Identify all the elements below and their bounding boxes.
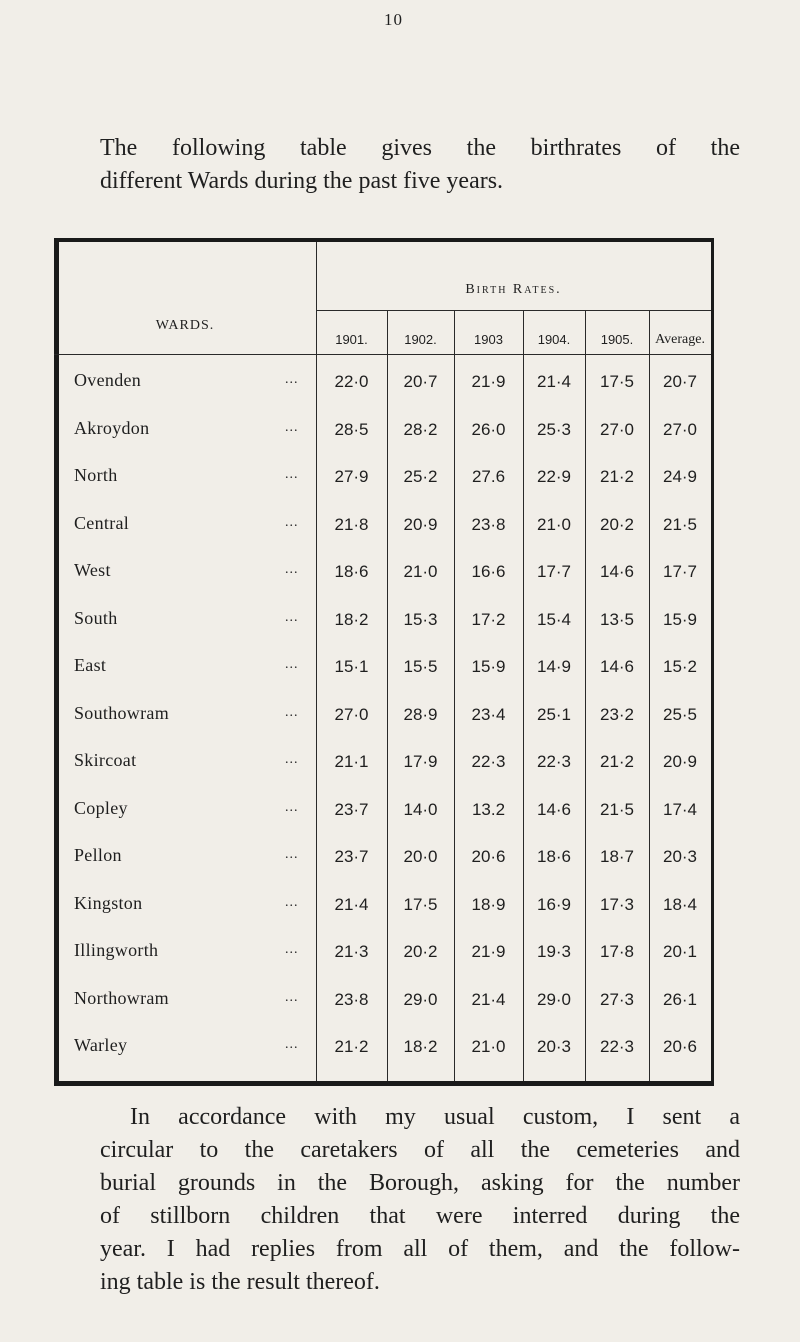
row-leader: ... bbox=[285, 799, 299, 815]
closing-line: circular to the caretakers of all the cemeteries and bbox=[100, 1137, 740, 1163]
row-leader: ... bbox=[285, 562, 299, 577]
ward-name: Central bbox=[74, 512, 130, 533]
rate-cell: 17·3 bbox=[599, 894, 635, 914]
rate-cell: 27·9 bbox=[334, 467, 369, 486]
rate-cell: 21·4 bbox=[471, 989, 506, 1009]
rate-cell: 21·0 bbox=[403, 562, 438, 581]
intro-paragraph bbox=[100, 132, 740, 198]
rate-cell: 15·9 bbox=[662, 609, 698, 629]
column-header: Average. bbox=[655, 332, 705, 347]
rate-cell: 17·7 bbox=[536, 562, 572, 581]
ward-name: Kingston bbox=[74, 892, 143, 913]
row-leader: ... bbox=[285, 609, 299, 625]
rate-cell: 17·8 bbox=[599, 942, 635, 961]
row-leader: ... bbox=[285, 467, 299, 482]
rate-cell: 21·8 bbox=[334, 514, 369, 534]
rate-cell: 14·9 bbox=[536, 657, 572, 676]
rate-cell: 15·5 bbox=[403, 657, 438, 676]
rate-cell: 20·7 bbox=[662, 372, 698, 391]
wards-header: WARDS. bbox=[155, 318, 215, 333]
rate-cell: 21·9 bbox=[471, 942, 506, 961]
closing-line: of stillborn children that were interred during the bbox=[100, 1203, 740, 1229]
table-border-bottom bbox=[54, 1081, 714, 1086]
rate-cell: 20·6 bbox=[662, 1037, 698, 1056]
header-bottom-rule bbox=[54, 354, 711, 355]
intro-line: The following table gives the birthrates of the bbox=[100, 135, 740, 161]
rate-cell: 17·5 bbox=[599, 372, 635, 391]
rate-cell: 18·2 bbox=[403, 1037, 438, 1056]
column-header: 1901. bbox=[335, 332, 368, 347]
rate-cell: 22·3 bbox=[536, 752, 572, 771]
rate-cell: 21·3 bbox=[334, 942, 369, 961]
closing-line: year. I had replies from all of them, and the follow- bbox=[100, 1236, 740, 1262]
rate-cell: 21·9 bbox=[471, 372, 506, 391]
rate-cell: 17·7 bbox=[662, 562, 698, 581]
rate-cell: 18·6 bbox=[536, 847, 572, 866]
rate-cell: 21·2 bbox=[334, 1037, 369, 1056]
rate-cell: 14·6 bbox=[599, 562, 635, 581]
rate-cell: 28·5 bbox=[334, 419, 369, 439]
column-header: 1905. bbox=[600, 332, 634, 347]
birth-rates-header: Birth Rates. bbox=[465, 282, 562, 297]
rate-cell: 16·6 bbox=[471, 562, 506, 581]
rate-cell: 27.6 bbox=[471, 467, 506, 486]
rate-cell: 23·7 bbox=[334, 799, 369, 819]
rate-cell: 20·1 bbox=[662, 942, 698, 961]
birth-rates-table bbox=[54, 238, 714, 1086]
rate-cell: 17·5 bbox=[403, 894, 438, 914]
rate-cell: 20·3 bbox=[536, 1037, 572, 1056]
rate-cell: 21·0 bbox=[536, 514, 572, 534]
rate-cell: 23·8 bbox=[334, 989, 369, 1009]
rate-cell: 14·6 bbox=[599, 657, 635, 676]
rate-cell: 21·2 bbox=[599, 752, 635, 771]
page-number: 10 bbox=[384, 10, 403, 29]
ward-name: Illingworth bbox=[74, 940, 159, 960]
rate-cell: 14·6 bbox=[536, 799, 572, 819]
row-leader: ... bbox=[285, 419, 299, 435]
column-header: 1903 bbox=[474, 332, 503, 347]
row-leader: ... bbox=[285, 894, 299, 910]
ward-name: East bbox=[74, 655, 107, 675]
rate-cell: 13.2 bbox=[471, 799, 506, 819]
intro-line: different Wards during the past five years. bbox=[100, 168, 504, 194]
header-divider bbox=[316, 310, 711, 311]
rate-cell: 29·0 bbox=[403, 989, 438, 1009]
row-leader: ... bbox=[285, 942, 299, 957]
table-border-right bbox=[711, 238, 714, 1086]
rate-cell: 20·3 bbox=[662, 847, 698, 866]
rate-cell: 18·6 bbox=[334, 562, 369, 581]
table-border-top bbox=[54, 238, 714, 242]
column-header: 1904. bbox=[537, 332, 571, 347]
rate-cell: 26·0 bbox=[471, 419, 506, 439]
rate-cell: 23·4 bbox=[471, 704, 506, 724]
rate-cell: 22·3 bbox=[599, 1037, 635, 1056]
row-leader: ... bbox=[285, 372, 299, 387]
rate-cell: 20·9 bbox=[403, 514, 438, 534]
rate-cell: 25·5 bbox=[662, 704, 698, 724]
rate-cell: 13·5 bbox=[599, 609, 635, 629]
rate-cell: 23·7 bbox=[334, 847, 369, 866]
rate-cell: 21·0 bbox=[471, 1037, 506, 1056]
rate-cell: 24·9 bbox=[662, 467, 698, 486]
ward-name: Northowram bbox=[74, 987, 169, 1008]
closing-line: In accordance with my usual custom, I sent a bbox=[130, 1104, 740, 1130]
table-border-left bbox=[54, 238, 59, 1086]
rate-cell: 15·4 bbox=[536, 609, 572, 629]
closing-paragraph bbox=[100, 1101, 740, 1299]
rate-cell: 21·2 bbox=[599, 467, 635, 486]
ward-name: Ovenden bbox=[74, 370, 142, 390]
rate-cell: 25·3 bbox=[536, 419, 572, 439]
rate-cell: 23·2 bbox=[599, 704, 635, 724]
rate-cell: 20·7 bbox=[403, 372, 438, 391]
rate-cell: 22·0 bbox=[334, 372, 369, 391]
rate-cell: 21·1 bbox=[334, 752, 369, 771]
rate-cell: 21·5 bbox=[599, 799, 635, 819]
ward-name: South bbox=[74, 607, 118, 628]
rate-cell: 22·3 bbox=[471, 752, 506, 771]
rate-cell: 20·9 bbox=[662, 752, 698, 771]
rate-cell: 19·3 bbox=[536, 942, 572, 961]
ward-name: Southowram bbox=[74, 702, 169, 723]
row-leader: ... bbox=[285, 1037, 299, 1052]
rate-cell: 21·4 bbox=[334, 894, 369, 914]
rate-cell: 15·3 bbox=[403, 609, 438, 629]
rate-cell: 14·0 bbox=[403, 799, 438, 819]
ward-name: Akroydon bbox=[74, 417, 150, 438]
ward-name: Skircoat bbox=[74, 750, 137, 770]
rate-cell: 27·3 bbox=[599, 989, 635, 1009]
rate-cell: 28·2 bbox=[403, 419, 438, 439]
rate-cell: 17·2 bbox=[471, 609, 506, 629]
rate-cell: 20·0 bbox=[403, 847, 438, 866]
rate-cell: 15·2 bbox=[662, 657, 698, 676]
rate-cell: 27·0 bbox=[662, 419, 698, 439]
rate-cell: 23·8 bbox=[471, 514, 506, 534]
ward-name: Warley bbox=[74, 1035, 128, 1055]
rate-cell: 18·2 bbox=[334, 609, 369, 629]
rate-cell: 21·4 bbox=[536, 372, 572, 391]
row-leader: ... bbox=[285, 847, 299, 862]
rate-cell: 27·0 bbox=[599, 419, 635, 439]
rate-cell: 18·4 bbox=[662, 894, 698, 914]
rate-cell: 27·0 bbox=[334, 704, 369, 724]
rate-cell: 26·1 bbox=[662, 989, 698, 1009]
rate-cell: 17·4 bbox=[662, 799, 698, 819]
rate-cell: 20·2 bbox=[403, 942, 438, 961]
row-leader: ... bbox=[285, 657, 299, 672]
closing-line: burial grounds in the Borough, asking for the number bbox=[100, 1170, 740, 1196]
ward-name: North bbox=[74, 465, 118, 485]
ward-name: Pellon bbox=[74, 845, 122, 865]
row-leader: ... bbox=[285, 514, 299, 530]
rate-cell: 17·9 bbox=[403, 752, 438, 771]
row-leader: ... bbox=[285, 752, 299, 767]
closing-line: ing table is the result thereof. bbox=[100, 1269, 380, 1295]
rate-cell: 15·1 bbox=[334, 657, 369, 676]
rate-cell: 29·0 bbox=[536, 989, 572, 1009]
ward-name: Copley bbox=[74, 797, 128, 818]
rate-cell: 18·9 bbox=[471, 894, 506, 914]
rate-cell: 18·7 bbox=[599, 847, 635, 866]
rate-cell: 16·9 bbox=[536, 894, 572, 914]
rate-cell: 22·9 bbox=[536, 467, 572, 486]
rate-cell: 28·9 bbox=[403, 704, 438, 724]
rate-cell: 21·5 bbox=[662, 514, 698, 534]
row-leader: ... bbox=[285, 704, 299, 720]
rate-cell: 25·1 bbox=[536, 704, 572, 724]
rate-cell: 20·6 bbox=[471, 847, 506, 866]
rate-cell: 15·9 bbox=[471, 657, 506, 676]
column-header: 1902. bbox=[404, 332, 437, 347]
rate-cell: 20·2 bbox=[599, 514, 635, 534]
row-leader: ... bbox=[285, 989, 299, 1005]
ward-name: West bbox=[74, 560, 111, 580]
rate-cell: 25·2 bbox=[403, 467, 438, 486]
